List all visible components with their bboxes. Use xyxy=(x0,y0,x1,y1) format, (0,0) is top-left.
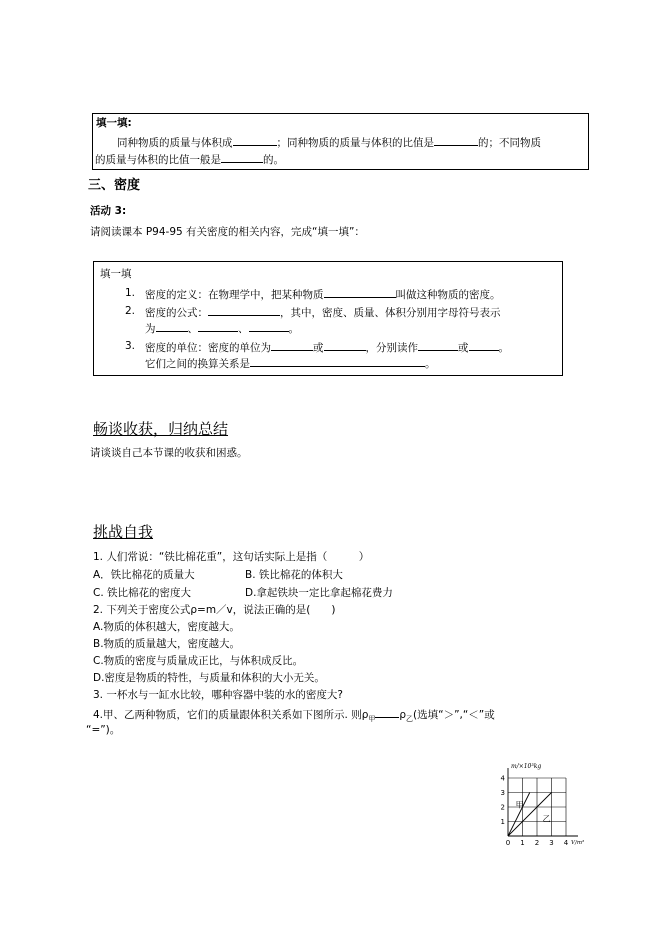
item-3-text: 密度的单位：密度的单位为 或 ，分别读作 或 。 xyxy=(145,342,509,354)
series-line xyxy=(508,793,530,837)
item-1-number: 1. xyxy=(125,287,136,299)
fill-box-1-line-1: 同种物质的质量与体积成 ；同种物质的质量与体积的比值是 的；不同物质 xyxy=(117,137,541,149)
blank[interactable] xyxy=(156,321,188,332)
blank[interactable] xyxy=(324,287,396,298)
blank[interactable] xyxy=(208,305,280,316)
q4-stem: 4.甲、乙两种物质，它们的质量跟体积关系如下图所示. 则$\rho_甲$ $\rho_乙$(选填“＞”,“＜”或 xyxy=(93,709,495,724)
blank[interactable] xyxy=(221,152,263,163)
activity-3-label: 活动 3: xyxy=(90,205,127,217)
mass-volume-chart xyxy=(492,760,592,850)
x-tick-label: 4 xyxy=(563,839,569,847)
item-2-text-cont: 为 、 、 。 xyxy=(145,323,299,335)
q1-stem: 1. 人们常说：“铁比棉花重”，这句话实际上是指（ ） xyxy=(93,551,370,563)
summary-heading: 畅谈收获，归纳总结 xyxy=(93,420,229,438)
challenge-heading: 挑战自我 xyxy=(93,523,154,541)
y-tick-label: 2 xyxy=(500,803,505,812)
x-axis-label: V/m³ xyxy=(571,840,585,846)
fill-box-1-line-2: 的质量与体积的比值一般是 的。 xyxy=(95,154,284,166)
blank[interactable] xyxy=(198,321,238,332)
chart-svg xyxy=(492,760,592,850)
q1-option-c[interactable]: C. 铁比棉花的密度大 xyxy=(93,587,192,599)
blank[interactable] xyxy=(250,356,425,367)
summary-text: 请谈谈自己本节课的收获和困惑。 xyxy=(90,447,248,459)
blank[interactable] xyxy=(469,340,499,351)
item-3-text-cont: 它们之间的换算关系是 。 xyxy=(145,358,436,370)
q4-sub-yi: 乙 xyxy=(406,715,414,724)
q2-option-a[interactable]: A.物质的体积越大，密度越大。 xyxy=(93,621,240,633)
fill-box-2-title: 填一填 xyxy=(100,268,132,280)
item-1-text: 密度的定义：在物理学中，把某种物质 叫做这种物质的密度。 xyxy=(145,289,501,301)
q2-stem: 2. 下列关于密度公式ρ=m／v，说法正确的是( ) xyxy=(93,604,336,616)
item-3-number: 3. xyxy=(125,340,136,352)
q1-option-a[interactable]: A．铁比棉花的质量大 xyxy=(93,569,195,581)
blank[interactable] xyxy=(434,135,478,146)
section-3-title: 三、密度 xyxy=(88,178,141,193)
blank[interactable] xyxy=(271,340,313,351)
q2-option-d[interactable]: D.密度是物质的特性，与质量和体积的大小无关。 xyxy=(93,672,325,684)
q4-sub-jia: 甲 xyxy=(368,715,376,724)
blank[interactable] xyxy=(324,340,366,351)
blank[interactable] xyxy=(233,135,277,146)
blank[interactable] xyxy=(418,340,458,351)
fill-box-1-title: 填一填: xyxy=(96,117,132,129)
y-axis-label: m/×10³kg xyxy=(511,763,542,770)
item-2-number: 2. xyxy=(125,305,136,317)
series-label: 甲 xyxy=(515,800,524,810)
q2-option-c[interactable]: C.物质的密度与质量成正比，与体积成反比。 xyxy=(93,655,304,667)
q3-stem: 3. 一杯水与一缸水比较，哪种容器中装的水的密度大? xyxy=(93,689,343,701)
q2-option-b[interactable]: B.物质的质量越大，密度越大。 xyxy=(93,638,241,650)
x-tick-label: 2 xyxy=(534,839,540,847)
x-tick-label: 3 xyxy=(549,839,554,847)
blank[interactable] xyxy=(249,321,289,332)
x-tick-label: 1 xyxy=(520,839,525,847)
blank[interactable] xyxy=(375,707,399,718)
y-tick-label: 3 xyxy=(500,789,505,797)
q1-option-b[interactable]: B. 铁比棉花的体积大 xyxy=(245,569,343,581)
activity-3-instruction: 请阅读课本 P94-95 有关密度的相关内容，完成“填一填”： xyxy=(90,226,365,238)
y-tick-label: 4 xyxy=(500,774,505,783)
q1-option-d[interactable]: D.拿起铁块一定比拿起棉花费力 xyxy=(245,587,393,599)
y-tick-label: 1 xyxy=(500,818,505,826)
x-tick-label: 0 xyxy=(505,839,511,847)
q4-stem-cont: “=”)。 xyxy=(86,724,121,736)
item-2-text: 密度的公式： ，其中，密度、质量、体积分别用字母符号表示 xyxy=(145,307,501,319)
series-label: 乙 xyxy=(542,814,551,824)
